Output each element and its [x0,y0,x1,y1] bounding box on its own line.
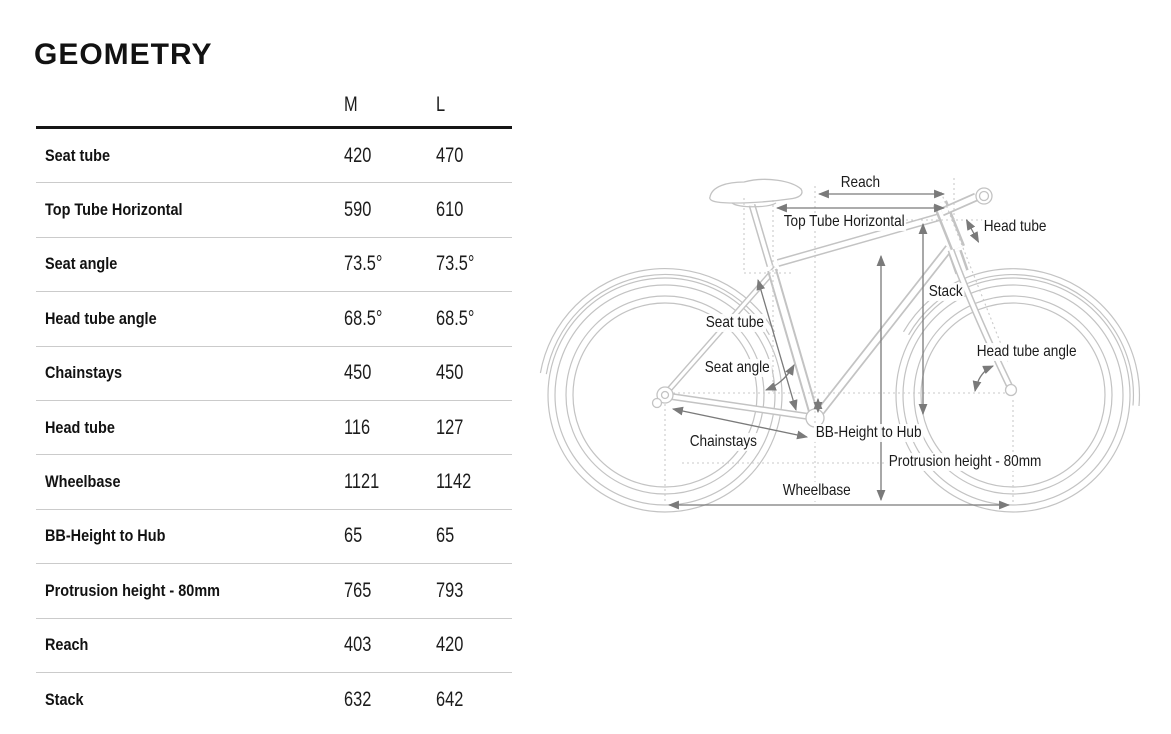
row-value-m: 632 [344,687,372,711]
head-tube-arrow [967,220,979,242]
diagram-label-chainstays: Chainstays [689,433,757,450]
row-value-l: 450 [436,361,464,385]
diagram-label-protrusion: Protrusion height - 80mm [888,453,1042,470]
row-value-m: 68.5° [344,306,383,330]
row-label: Head tube angle [45,308,157,328]
diagram-label-head-tube-angle: Head tube angle [976,343,1077,360]
front-dropout [1006,385,1017,396]
row-value-m: 450 [344,361,372,385]
diagram-label-wheelbase: Wheelbase [782,482,851,499]
row-label: Seat tube [45,145,111,165]
row-value-l: 127 [436,415,464,439]
frame [667,203,1011,418]
diagram-label-seat-angle: Seat angle [704,359,770,376]
row-value-m: 65 [344,524,363,548]
row-label: Top Tube Horizontal [45,200,183,220]
row-label: Chainstays [45,363,123,383]
diagram-label-seat-tube: Seat tube [705,314,764,331]
column-header-l: L [436,93,446,116]
row-label: Protrusion height - 80mm [45,580,221,600]
column-header-m: M [344,93,358,116]
row-label: Wheelbase [45,472,121,492]
row-value-m: 403 [344,633,372,657]
row-label: Seat angle [45,254,118,274]
row-value-m: 765 [344,578,372,602]
saddle [710,179,802,203]
row-label: BB-Height to Hub [45,526,166,546]
row-value-l: 420 [436,633,464,657]
head-tube-angle-arc [975,366,993,391]
row-value-l: 68.5° [436,306,475,330]
diagram-label-head-tube: Head tube [983,218,1047,235]
row-value-l: 470 [436,143,464,167]
row-label: Stack [45,689,84,709]
derailleur [653,399,662,408]
row-value-l: 610 [436,198,464,222]
row-value-m: 116 [344,415,371,439]
diagram-label-top-tube: Top Tube Horizontal [783,213,905,230]
row-value-l: 642 [436,687,464,711]
page-title: GEOMETRY [34,38,213,71]
diagram-label-stack: Stack [928,283,963,300]
row-label: Reach [45,635,89,655]
diagram-label-bb-height: BB-Height to Hub [815,424,922,441]
row-label: Head tube [45,417,115,437]
diagram-label-reach: Reach [840,174,881,191]
row-value-l: 73.5° [436,252,475,276]
row-value-l: 1142 [436,470,472,494]
row-value-m: 1121 [344,470,380,494]
row-value-m: 73.5° [344,252,383,276]
row-value-l: 793 [436,578,464,602]
row-value-l: 65 [436,524,455,548]
row-value-m: 420 [344,143,372,167]
row-value-m: 590 [344,198,372,222]
